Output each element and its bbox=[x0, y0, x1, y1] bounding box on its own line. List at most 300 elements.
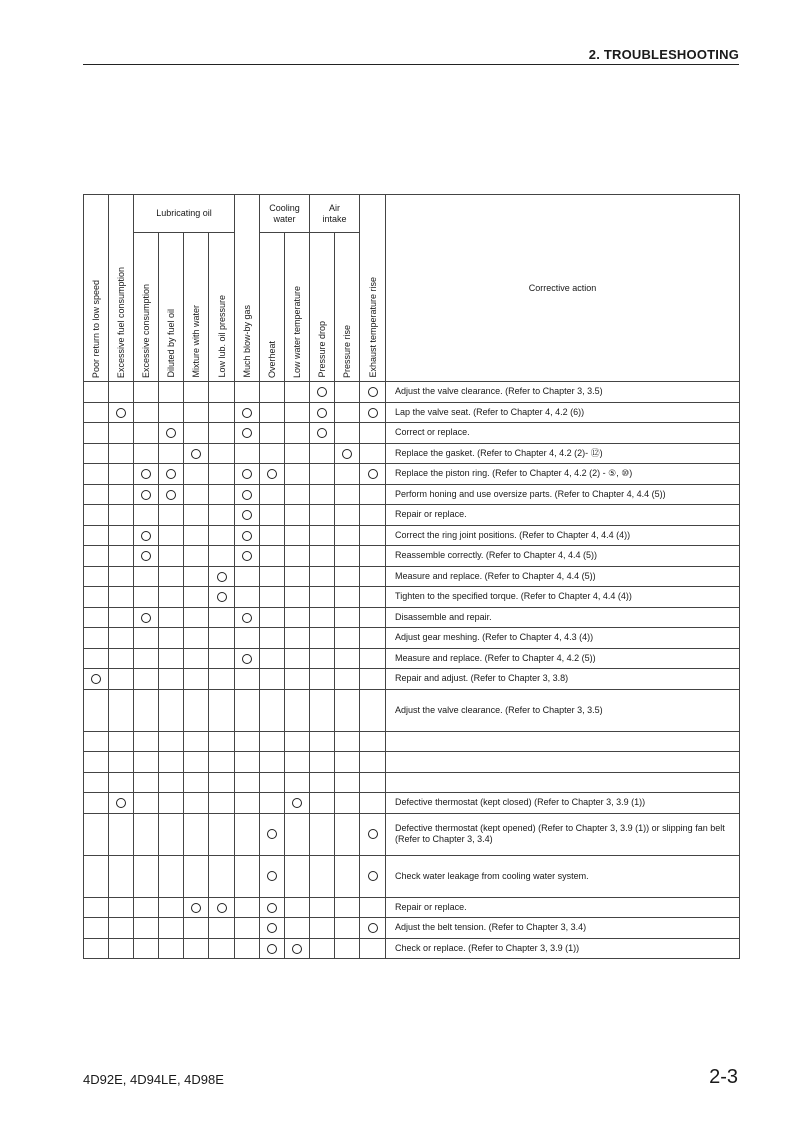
mark-cell bbox=[260, 669, 285, 690]
mark-cell bbox=[285, 648, 310, 669]
mark-cell bbox=[109, 546, 134, 567]
mark-cell bbox=[209, 587, 235, 608]
mark-cell bbox=[360, 525, 386, 546]
table-row bbox=[84, 464, 740, 485]
circle-mark-icon bbox=[242, 469, 252, 479]
page-number: 2-3 bbox=[709, 1066, 738, 1088]
mark-cell bbox=[209, 566, 235, 587]
mark-cell bbox=[209, 793, 235, 814]
mark-cell bbox=[209, 525, 235, 546]
mark-cell bbox=[235, 464, 260, 485]
group-lubricating-oil: Lubricating oil bbox=[134, 195, 235, 233]
mark-cell bbox=[84, 897, 109, 918]
mark-cell bbox=[184, 855, 209, 897]
corrective-action-cell: Check water leakage from cooling water system. bbox=[386, 855, 740, 897]
mark-cell bbox=[184, 402, 209, 423]
mark-cell bbox=[360, 484, 386, 505]
mark-cell bbox=[184, 525, 209, 546]
corrective-action-cell bbox=[386, 731, 740, 752]
mark-cell bbox=[159, 505, 184, 526]
page-header bbox=[83, 46, 739, 65]
mark-cell bbox=[109, 897, 134, 918]
mark-cell bbox=[134, 918, 159, 939]
mark-cell bbox=[235, 382, 260, 403]
circle-mark-icon bbox=[242, 408, 252, 418]
mark-cell bbox=[310, 505, 335, 526]
corrective-action-cell: Adjust gear meshing. (Refer to Chapter 4, 4.3 (4)) bbox=[386, 628, 740, 649]
col-header: Excessive fuel consumption bbox=[109, 195, 134, 382]
circle-mark-icon bbox=[267, 923, 277, 933]
circle-mark-icon bbox=[368, 829, 378, 839]
mark-cell bbox=[235, 607, 260, 628]
mark-cell bbox=[184, 587, 209, 608]
mark-cell bbox=[310, 938, 335, 959]
mark-cell bbox=[134, 525, 159, 546]
mark-cell bbox=[109, 855, 134, 897]
corrective-action-cell bbox=[386, 772, 740, 793]
mark-cell bbox=[184, 731, 209, 752]
mark-cell bbox=[184, 752, 209, 773]
circle-mark-icon bbox=[141, 469, 151, 479]
mark-cell bbox=[159, 628, 184, 649]
mark-cell bbox=[285, 566, 310, 587]
table-row bbox=[84, 648, 740, 669]
mark-cell bbox=[134, 752, 159, 773]
mark-cell bbox=[134, 772, 159, 793]
corrective-action-cell: Correct or replace. bbox=[386, 423, 740, 444]
mark-cell bbox=[260, 689, 285, 731]
table-row bbox=[84, 546, 740, 567]
mark-cell bbox=[134, 402, 159, 423]
col-header: Excessive consumption bbox=[134, 233, 159, 382]
mark-cell bbox=[184, 546, 209, 567]
mark-cell bbox=[184, 382, 209, 403]
model-numbers: 4D92E, 4D94LE, 4D98E bbox=[83, 1072, 224, 1087]
mark-cell bbox=[109, 918, 134, 939]
mark-cell bbox=[235, 566, 260, 587]
mark-cell bbox=[335, 772, 360, 793]
circle-mark-icon bbox=[317, 387, 327, 397]
mark-cell bbox=[159, 813, 184, 855]
mark-cell bbox=[260, 628, 285, 649]
mark-cell bbox=[260, 587, 285, 608]
mark-cell bbox=[159, 772, 184, 793]
table-row bbox=[84, 938, 740, 959]
mark-cell bbox=[84, 505, 109, 526]
corrective-action-cell: Repair or replace. bbox=[386, 505, 740, 526]
table-row bbox=[84, 855, 740, 897]
mark-cell bbox=[134, 382, 159, 403]
mark-cell bbox=[285, 855, 310, 897]
mark-cell bbox=[310, 918, 335, 939]
mark-cell bbox=[184, 689, 209, 731]
mark-cell bbox=[335, 793, 360, 814]
circle-mark-icon bbox=[166, 469, 176, 479]
mark-cell bbox=[285, 525, 310, 546]
mark-cell bbox=[209, 731, 235, 752]
mark-cell bbox=[184, 918, 209, 939]
mark-cell bbox=[84, 484, 109, 505]
mark-cell bbox=[109, 587, 134, 608]
mark-cell bbox=[360, 628, 386, 649]
mark-cell bbox=[109, 938, 134, 959]
mark-cell bbox=[360, 566, 386, 587]
mark-cell bbox=[310, 731, 335, 752]
mark-cell bbox=[260, 382, 285, 403]
mark-cell bbox=[335, 918, 360, 939]
mark-cell bbox=[235, 918, 260, 939]
col-header: Exhaust temperature rise bbox=[360, 195, 386, 382]
circle-mark-icon bbox=[368, 469, 378, 479]
mark-cell bbox=[360, 464, 386, 485]
mark-cell bbox=[209, 484, 235, 505]
mark-cell bbox=[260, 443, 285, 464]
circle-mark-icon bbox=[368, 871, 378, 881]
circle-mark-icon bbox=[242, 613, 252, 623]
corrective-action-cell: Correct the ring joint positions. (Refer to Chapter 4, 4.4 (4)) bbox=[386, 525, 740, 546]
mark-cell bbox=[235, 423, 260, 444]
mark-cell bbox=[84, 443, 109, 464]
mark-cell bbox=[209, 689, 235, 731]
mark-cell bbox=[260, 505, 285, 526]
mark-cell bbox=[109, 505, 134, 526]
mark-cell bbox=[184, 669, 209, 690]
mark-cell bbox=[235, 938, 260, 959]
mark-cell bbox=[360, 918, 386, 939]
mark-cell bbox=[184, 938, 209, 959]
mark-cell bbox=[209, 382, 235, 403]
corrective-action-cell: Measure and replace. (Refer to Chapter 4, 4.2 (5)) bbox=[386, 648, 740, 669]
mark-cell bbox=[260, 648, 285, 669]
mark-cell bbox=[159, 566, 184, 587]
mark-cell bbox=[260, 918, 285, 939]
mark-cell bbox=[360, 423, 386, 444]
mark-cell bbox=[159, 423, 184, 444]
mark-cell bbox=[285, 607, 310, 628]
corrective-action-cell: Measure and replace. (Refer to Chapter 4, 4.4 (5)) bbox=[386, 566, 740, 587]
mark-cell bbox=[285, 464, 310, 485]
mark-cell bbox=[310, 382, 335, 403]
table-row bbox=[84, 423, 740, 444]
mark-cell bbox=[235, 689, 260, 731]
mark-cell bbox=[134, 648, 159, 669]
mark-cell bbox=[360, 855, 386, 897]
mark-cell bbox=[310, 443, 335, 464]
mark-cell bbox=[109, 669, 134, 690]
troubleshooting-table bbox=[83, 194, 740, 959]
table-row bbox=[84, 525, 740, 546]
mark-cell bbox=[134, 546, 159, 567]
mark-cell bbox=[335, 505, 360, 526]
mark-cell bbox=[184, 772, 209, 793]
mark-cell bbox=[84, 918, 109, 939]
mark-cell bbox=[134, 464, 159, 485]
mark-cell bbox=[335, 402, 360, 423]
mark-cell bbox=[109, 464, 134, 485]
mark-cell bbox=[285, 587, 310, 608]
mark-cell bbox=[235, 505, 260, 526]
mark-cell bbox=[360, 897, 386, 918]
mark-cell bbox=[260, 938, 285, 959]
mark-cell bbox=[285, 669, 310, 690]
mark-cell bbox=[134, 855, 159, 897]
mark-cell bbox=[184, 648, 209, 669]
mark-cell bbox=[335, 607, 360, 628]
mark-cell bbox=[260, 464, 285, 485]
mark-cell bbox=[109, 752, 134, 773]
mark-cell bbox=[360, 731, 386, 752]
table-row bbox=[84, 669, 740, 690]
table-row bbox=[84, 752, 740, 773]
mark-cell bbox=[134, 505, 159, 526]
mark-cell bbox=[84, 382, 109, 403]
mark-cell bbox=[235, 731, 260, 752]
mark-cell bbox=[84, 402, 109, 423]
mark-cell bbox=[335, 423, 360, 444]
mark-cell bbox=[360, 443, 386, 464]
circle-mark-icon bbox=[191, 903, 201, 913]
corrective-action-cell: Adjust the belt tension. (Refer to Chapter 3, 3.4) bbox=[386, 918, 740, 939]
mark-cell bbox=[310, 897, 335, 918]
mark-cell bbox=[310, 689, 335, 731]
table-row bbox=[84, 566, 740, 587]
mark-cell bbox=[335, 938, 360, 959]
circle-mark-icon bbox=[91, 674, 101, 684]
mark-cell bbox=[235, 525, 260, 546]
table-row bbox=[84, 402, 740, 423]
table-row bbox=[84, 731, 740, 752]
mark-cell bbox=[235, 855, 260, 897]
mark-cell bbox=[235, 648, 260, 669]
mark-cell bbox=[285, 402, 310, 423]
mark-cell bbox=[209, 628, 235, 649]
mark-cell bbox=[109, 402, 134, 423]
mark-cell bbox=[335, 752, 360, 773]
mark-cell bbox=[360, 689, 386, 731]
mark-cell bbox=[109, 731, 134, 752]
mark-cell bbox=[310, 566, 335, 587]
mark-cell bbox=[134, 607, 159, 628]
mark-cell bbox=[260, 402, 285, 423]
mark-cell bbox=[184, 813, 209, 855]
table-row bbox=[84, 505, 740, 526]
corrective-action-cell: Disassemble and repair. bbox=[386, 607, 740, 628]
mark-cell bbox=[260, 423, 285, 444]
mark-cell bbox=[310, 607, 335, 628]
mark-cell bbox=[134, 897, 159, 918]
circle-mark-icon bbox=[242, 490, 252, 500]
mark-cell bbox=[184, 423, 209, 444]
mark-cell bbox=[235, 587, 260, 608]
mark-cell bbox=[260, 793, 285, 814]
section-title: 2. TROUBLESHOOTING bbox=[588, 47, 739, 62]
mark-cell bbox=[134, 587, 159, 608]
mark-cell bbox=[285, 793, 310, 814]
col-header: Mixture with water bbox=[184, 233, 209, 382]
mark-cell bbox=[209, 464, 235, 485]
mark-cell bbox=[84, 464, 109, 485]
mark-cell bbox=[159, 443, 184, 464]
circle-mark-icon bbox=[217, 592, 227, 602]
circle-mark-icon bbox=[242, 551, 252, 561]
mark-cell bbox=[134, 793, 159, 814]
mark-cell bbox=[209, 505, 235, 526]
mark-cell bbox=[285, 382, 310, 403]
table-row bbox=[84, 484, 740, 505]
circle-mark-icon bbox=[368, 408, 378, 418]
mark-cell bbox=[335, 648, 360, 669]
mark-cell bbox=[109, 443, 134, 464]
mark-cell bbox=[310, 855, 335, 897]
col-header: Much blow-by gas bbox=[235, 195, 260, 382]
mark-cell bbox=[159, 648, 184, 669]
table-row bbox=[84, 382, 740, 403]
circle-mark-icon bbox=[368, 923, 378, 933]
mark-cell bbox=[260, 772, 285, 793]
corrective-action-cell: Adjust the valve clearance. (Refer to Chapter 3, 3.5) bbox=[386, 689, 740, 731]
mark-cell bbox=[184, 464, 209, 485]
mark-cell bbox=[335, 689, 360, 731]
mark-cell bbox=[360, 546, 386, 567]
mark-cell bbox=[285, 423, 310, 444]
circle-mark-icon bbox=[141, 551, 151, 561]
mark-cell bbox=[335, 546, 360, 567]
col-header: Low water temperature bbox=[285, 233, 310, 382]
mark-cell bbox=[285, 772, 310, 793]
mark-cell bbox=[209, 669, 235, 690]
mark-cell bbox=[335, 669, 360, 690]
circle-mark-icon bbox=[342, 449, 352, 459]
mark-cell bbox=[84, 731, 109, 752]
mark-cell bbox=[209, 752, 235, 773]
mark-cell bbox=[134, 423, 159, 444]
mark-cell bbox=[184, 793, 209, 814]
mark-cell bbox=[209, 772, 235, 793]
mark-cell bbox=[159, 382, 184, 403]
mark-cell bbox=[285, 628, 310, 649]
mark-cell bbox=[134, 669, 159, 690]
mark-cell bbox=[84, 648, 109, 669]
mark-cell bbox=[159, 731, 184, 752]
mark-cell bbox=[260, 813, 285, 855]
mark-cell bbox=[209, 855, 235, 897]
mark-cell bbox=[134, 689, 159, 731]
mark-cell bbox=[109, 813, 134, 855]
table-row bbox=[84, 628, 740, 649]
mark-cell bbox=[134, 443, 159, 464]
mark-cell bbox=[84, 689, 109, 731]
mark-cell bbox=[285, 689, 310, 731]
mark-cell bbox=[159, 402, 184, 423]
mark-cell bbox=[310, 546, 335, 567]
mark-cell bbox=[84, 423, 109, 444]
mark-cell bbox=[285, 546, 310, 567]
col-header: Poor return to low speed bbox=[84, 195, 109, 382]
mark-cell bbox=[159, 607, 184, 628]
table-row bbox=[84, 689, 740, 731]
mark-cell bbox=[159, 855, 184, 897]
mark-cell bbox=[260, 525, 285, 546]
mark-cell bbox=[235, 443, 260, 464]
mark-cell bbox=[235, 813, 260, 855]
mark-cell bbox=[235, 772, 260, 793]
circle-mark-icon bbox=[141, 490, 151, 500]
mark-cell bbox=[310, 484, 335, 505]
circle-mark-icon bbox=[242, 510, 252, 520]
mark-cell bbox=[360, 938, 386, 959]
mark-cell bbox=[184, 505, 209, 526]
mark-cell bbox=[159, 484, 184, 505]
mark-cell bbox=[285, 897, 310, 918]
corrective-action-cell: Lap the valve seat. (Refer to Chapter 4, 4.2 (6)) bbox=[386, 402, 740, 423]
mark-cell bbox=[235, 402, 260, 423]
corrective-action-cell: Replace the gasket. (Refer to Chapter 4, 4.2 (2)- ⑫) bbox=[386, 443, 740, 464]
mark-cell bbox=[159, 897, 184, 918]
circle-mark-icon bbox=[141, 613, 151, 623]
table-row bbox=[84, 587, 740, 608]
mark-cell bbox=[285, 484, 310, 505]
mark-cell bbox=[335, 855, 360, 897]
mark-cell bbox=[285, 731, 310, 752]
mark-cell bbox=[209, 402, 235, 423]
corrective-action-cell: Repair and adjust. (Refer to Chapter 3, 3.8) bbox=[386, 669, 740, 690]
group-air-intake: Air intake bbox=[310, 195, 360, 233]
table-row bbox=[84, 607, 740, 628]
mark-cell bbox=[159, 752, 184, 773]
mark-cell bbox=[109, 484, 134, 505]
circle-mark-icon bbox=[317, 408, 327, 418]
mark-cell bbox=[360, 648, 386, 669]
mark-cell bbox=[285, 938, 310, 959]
circle-mark-icon bbox=[141, 531, 151, 541]
circle-mark-icon bbox=[242, 531, 252, 541]
mark-cell bbox=[84, 813, 109, 855]
circle-mark-icon bbox=[242, 654, 252, 664]
circle-mark-icon bbox=[217, 572, 227, 582]
mark-cell bbox=[235, 897, 260, 918]
mark-cell bbox=[184, 897, 209, 918]
mark-cell bbox=[235, 793, 260, 814]
mark-cell bbox=[335, 382, 360, 403]
circle-mark-icon bbox=[292, 944, 302, 954]
mark-cell bbox=[84, 628, 109, 649]
mark-cell bbox=[109, 566, 134, 587]
col-header: Overheat bbox=[260, 233, 285, 382]
mark-cell bbox=[310, 752, 335, 773]
mark-cell bbox=[360, 382, 386, 403]
corrective-action-cell bbox=[386, 752, 740, 773]
mark-cell bbox=[209, 813, 235, 855]
mark-cell bbox=[260, 897, 285, 918]
mark-cell bbox=[260, 546, 285, 567]
table-row bbox=[84, 793, 740, 814]
mark-cell bbox=[209, 648, 235, 669]
circle-mark-icon bbox=[368, 387, 378, 397]
mark-cell bbox=[134, 628, 159, 649]
mark-cell bbox=[260, 752, 285, 773]
mark-cell bbox=[184, 443, 209, 464]
group-cooling-water: Cooling water bbox=[260, 195, 310, 233]
mark-cell bbox=[209, 546, 235, 567]
mark-cell bbox=[209, 897, 235, 918]
mark-cell bbox=[360, 505, 386, 526]
mark-cell bbox=[84, 669, 109, 690]
mark-cell bbox=[285, 505, 310, 526]
mark-cell bbox=[159, 918, 184, 939]
mark-cell bbox=[84, 566, 109, 587]
circle-mark-icon bbox=[242, 428, 252, 438]
circle-mark-icon bbox=[191, 449, 201, 459]
